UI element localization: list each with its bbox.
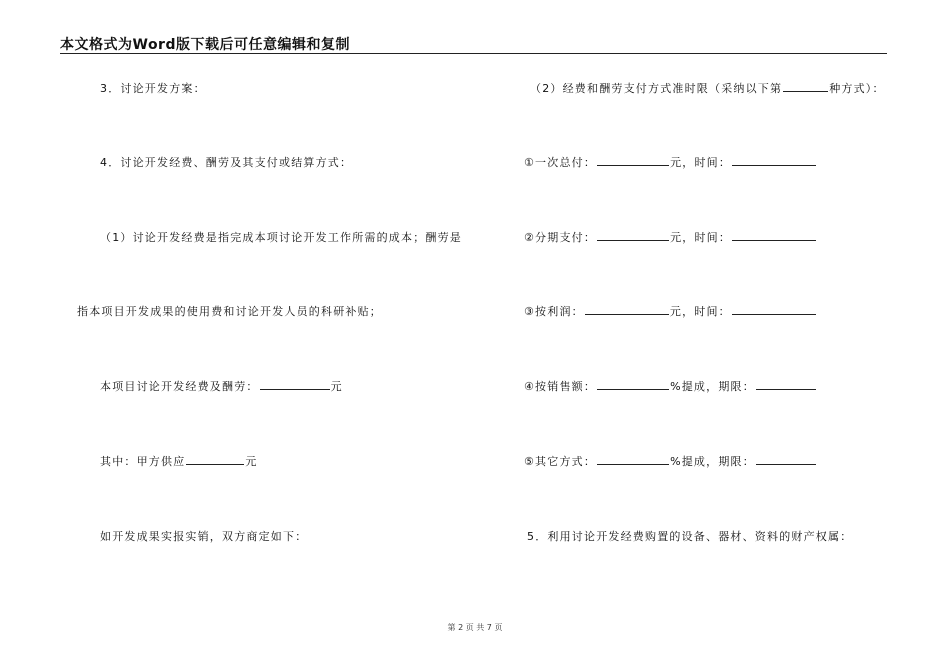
header-title: 本文格式为Word版下载后可任意编辑和复制: [60, 37, 350, 53]
payment-method-blank[interactable]: [783, 81, 828, 92]
payment-method-label: （2）经费和酬劳支付方式准时限（采纳以下第: [530, 82, 783, 95]
installment-time-blank[interactable]: [732, 230, 816, 241]
sales-term-label: %提成，期限：: [670, 380, 755, 393]
right-line-5: [524, 378, 817, 394]
lump-sum-time-label: 元，时间：: [670, 156, 732, 169]
budget-blank[interactable]: [260, 379, 330, 390]
profit-time-blank[interactable]: [732, 304, 816, 315]
left-line-3: （1）讨论开发经费是指完成本项讨论开发工作所需的成本；酬劳是: [100, 231, 462, 244]
sales-label: ④按销售额：: [524, 380, 597, 393]
installment-amount-blank[interactable]: [597, 230, 669, 241]
other-percent-blank[interactable]: [597, 454, 669, 465]
left-line-5: [100, 378, 343, 394]
other-term-label: %提成，期限：: [670, 455, 755, 468]
right-line-7: 5．利用讨论开发经费购置的设备、器材、资料的财产权属：: [527, 530, 853, 543]
header-rule: [60, 53, 887, 54]
party-a-unit: 元: [245, 455, 258, 468]
lump-sum-label: ①一次总付：: [524, 156, 597, 169]
profit-label: ③按利润：: [524, 305, 584, 318]
left-line-2: 4．讨论开发经费、酬劳及其支付或结算方式：: [100, 156, 353, 169]
right-line-6: [524, 453, 817, 469]
budget-unit: 元: [330, 380, 343, 393]
left-line-7: 如开发成果实报实销，双方商定如下：: [100, 530, 308, 543]
right-line-4: [524, 303, 817, 319]
payment-method-suffix: 种方式）：: [829, 82, 885, 95]
sales-percent-blank[interactable]: [597, 379, 669, 390]
left-line-6: [100, 453, 258, 469]
other-label: ⑤其它方式：: [524, 455, 597, 468]
budget-label: 本项目讨论开发经费及酬劳：: [100, 380, 259, 393]
profit-amount-blank[interactable]: [585, 304, 669, 315]
other-term-blank[interactable]: [756, 454, 816, 465]
page-footer: 第 2 页 共 7 页: [447, 623, 503, 632]
lump-sum-amount-blank[interactable]: [597, 155, 669, 166]
right-line-1: [530, 80, 885, 96]
right-line-2: [524, 154, 817, 170]
party-a-blank[interactable]: [186, 454, 244, 465]
lump-sum-time-blank[interactable]: [732, 155, 816, 166]
left-line-1: 3．讨论开发方案：: [100, 82, 206, 95]
profit-time-label: 元，时间：: [669, 305, 731, 318]
party-a-label: 其中：甲方供应: [100, 455, 186, 468]
right-line-3: [524, 229, 817, 245]
sales-term-blank[interactable]: [756, 379, 816, 390]
left-line-4: 指本项目开发成果的使用费和讨论开发人员的科研补贴；: [77, 305, 382, 318]
installment-label: ②分期支付：: [524, 231, 597, 244]
installment-time-label: 元，时间：: [670, 231, 732, 244]
